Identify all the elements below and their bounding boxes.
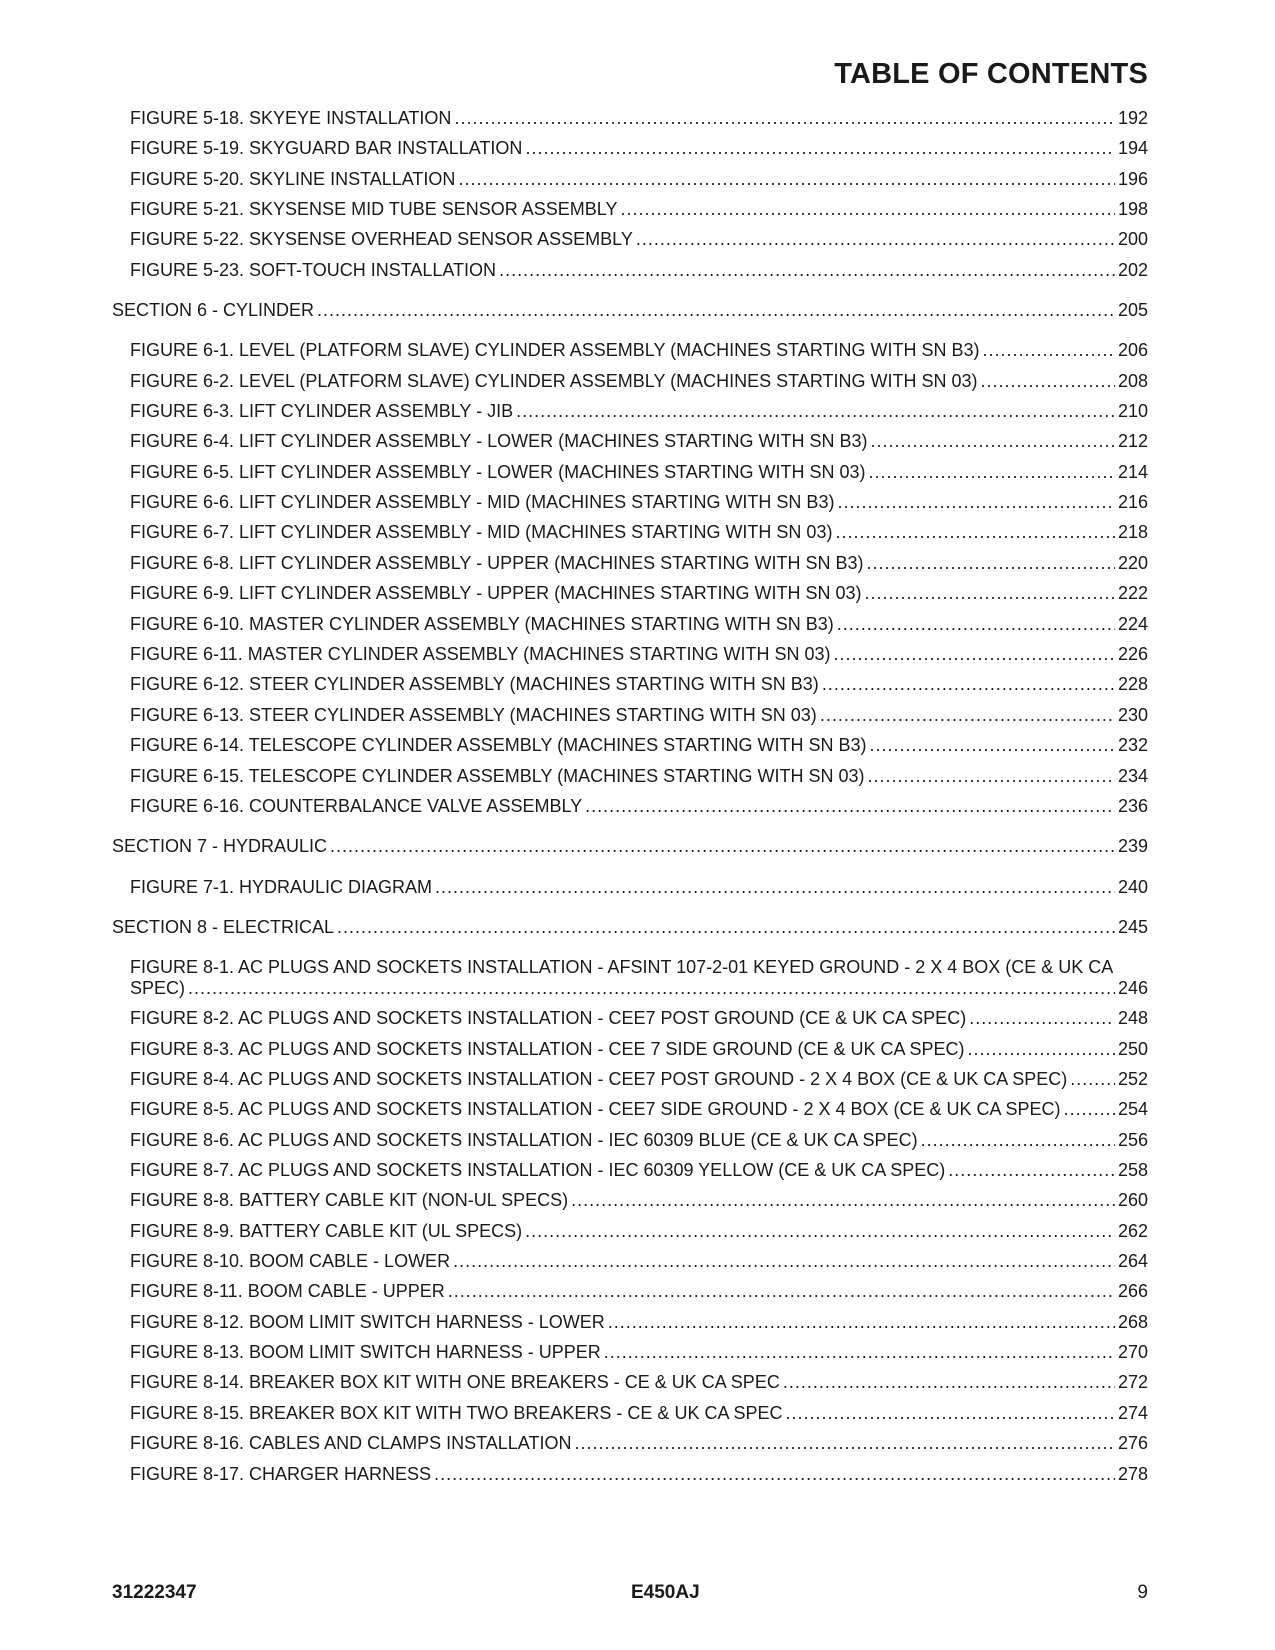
toc-entry-page-number: 224 [1117,614,1148,634]
toc-entry-label: FIGURE 8-10. BOOM CABLE - LOWER [130,1251,451,1271]
toc-entry-page-number: 196 [1117,169,1148,189]
toc-entry-page-number: 210 [1117,401,1148,421]
toc-entry-line [130,1008,1148,1029]
dot-leader [188,978,1115,999]
toc-entry-line [130,877,1148,898]
page-title: TABLE OF CONTENTS [834,58,1148,90]
toc-entry-line [112,300,1148,321]
toc-entry-label: FIGURE 6-14. TELESCOPE CYLINDER ASSEMBLY (MACHINES STARTING WITH SN B3) [130,735,867,755]
toc-entry-label: FIGURE 8-1. AC PLUGS AND SOCKETS INSTALLATION - AFSINT 107-2-01 KEYED GROUND - 2 X 4 BOX (CE & UK CA [130,957,1114,977]
toc-figure-entry[interactable] [130,492,1148,513]
toc-section-entry[interactable] [112,300,1148,321]
toc-entry-page-number: 266 [1117,1281,1148,1301]
toc-entry-label: SECTION 7 - HYDRAULIC [112,836,328,856]
toc-figure-entry[interactable] [130,1372,1148,1393]
toc-entry-label: FIGURE 6-15. TELESCOPE CYLINDER ASSEMBLY (MACHINES STARTING WITH SN 03) [130,766,865,786]
toc-entry-page-number: 226 [1117,644,1148,664]
toc-entry-line [130,138,1148,159]
toc-entry-page-number: 220 [1117,553,1148,573]
toc-entry-page-number: 252 [1117,1069,1148,1089]
dot-leader [317,300,1115,321]
toc-entry-label: FIGURE 6-6. LIFT CYLINDER ASSEMBLY - MID (MACHINES STARTING WITH SN B3) [130,492,835,512]
toc-entry-label: FIGURE 6-10. MASTER CYLINDER ASSEMBLY (MACHINES STARTING WITH SN B3) [130,614,834,634]
toc-entry-page-number: 218 [1117,522,1148,542]
toc-entry-line [130,796,1148,817]
toc-entry-page-number: 240 [1117,877,1148,897]
toc-figure-entry[interactable] [130,1221,1148,1242]
dot-leader [525,138,1115,159]
dot-leader [434,1464,1115,1485]
toc-figure-entry[interactable] [130,1403,1148,1424]
toc-entry-page-number: 232 [1117,735,1148,755]
toc-figure-entry[interactable] [130,462,1148,483]
dot-leader [969,1008,1115,1029]
toc-entry-line [130,169,1148,190]
dot-leader [837,614,1115,635]
toc-figure-entry[interactable] [130,1464,1148,1485]
toc-figure-entry[interactable] [130,340,1148,361]
dot-leader [968,1039,1115,1060]
toc-entry-line [130,522,1148,543]
dot-leader [921,1130,1115,1151]
toc-entry-label: FIGURE 8-12. BOOM LIMIT SWITCH HARNESS - LOWER [130,1312,605,1332]
toc-entry-page-number: 268 [1117,1312,1148,1332]
dot-leader [454,108,1115,129]
toc-entry-page-number: 239 [1117,836,1148,856]
toc-figure-entry[interactable] [130,957,1148,999]
dot-leader [453,1251,1115,1272]
toc-entry-label: FIGURE 8-3. AC PLUGS AND SOCKETS INSTALLATION - CEE 7 SIDE GROUND (CE & UK CA SPEC) [130,1039,965,1059]
toc-entry-line [130,371,1148,392]
dot-leader [636,229,1115,250]
toc-entry-label: FIGURE 6-3. LIFT CYLINDER ASSEMBLY - JIB [130,401,514,421]
toc-entry-line [112,836,1148,857]
toc-entry-line [130,1099,1148,1120]
toc-entry-page-number: 200 [1117,229,1148,249]
dot-leader [571,1190,1115,1211]
toc-figure-entry[interactable] [130,1160,1148,1181]
toc-figure-entry[interactable] [130,553,1148,574]
toc-entry-line [130,766,1148,787]
toc-figure-entry[interactable] [130,169,1148,190]
dot-leader [435,877,1115,898]
toc-figure-entry[interactable] [130,583,1148,604]
toc-entry-page-number: 222 [1117,583,1148,603]
toc-entry-label: FIGURE 6-7. LIFT CYLINDER ASSEMBLY - MID (MACHINES STARTING WITH SN 03) [130,522,833,542]
toc-entry-label: FIGURE 5-20. SKYLINE INSTALLATION [130,169,456,189]
toc-entry-label: FIGURE 6-12. STEER CYLINDER ASSEMBLY (MACHINES STARTING WITH SN B3) [130,674,819,694]
toc-entry-page-number: 216 [1117,492,1148,512]
toc-entry-page-number: 205 [1117,300,1148,320]
toc-entry-label: FIGURE 6-5. LIFT CYLINDER ASSEMBLY - LOWER (MACHINES STARTING WITH SN 03) [130,462,866,482]
toc-figure-entry[interactable] [130,1130,1148,1151]
dot-leader [516,401,1115,422]
toc-figure-entry[interactable] [130,877,1148,898]
toc-entry-page-number: 254 [1117,1099,1148,1119]
footer-page-number: 9 [1137,1582,1148,1603]
toc-entry-line [130,1433,1148,1454]
toc-figure-entry[interactable] [130,522,1148,543]
toc-entry-label: FIGURE 8-8. BATTERY CABLE KIT (NON-UL SPECS) [130,1190,569,1210]
dot-leader [499,260,1115,281]
toc-figure-entry[interactable] [130,260,1148,281]
toc-figure-entry[interactable] [130,614,1148,635]
toc-figure-entry[interactable] [130,1251,1148,1272]
toc-figure-entry[interactable] [130,1008,1148,1029]
toc-entry-label: FIGURE 5-22. SKYSENSE OVERHEAD SENSOR ASSEMBLY [130,229,633,249]
toc-entry-label: FIGURE 6-16. COUNTERBALANCE VALVE ASSEMBLY [130,796,583,816]
dot-leader [785,1403,1114,1424]
toc-entry-line [130,401,1148,422]
toc-entry-page-number: 228 [1117,674,1148,694]
toc-entry-label: SECTION 6 - CYLINDER [112,300,315,320]
toc-entry-line [130,1251,1148,1272]
toc-entry-label: FIGURE 8-5. AC PLUGS AND SOCKETS INSTALLATION - CEE7 SIDE GROUND - 2 X 4 BOX (CE & UK CA SPEC) [130,1099,1061,1119]
toc-entry-line [130,340,1148,361]
toc-entry-line [112,917,1148,938]
toc-entry-page-number: 214 [1117,462,1148,482]
dot-leader [604,1342,1115,1363]
dot-leader [1070,1069,1115,1090]
toc-entry-page-number: 278 [1117,1464,1148,1484]
toc-entry-label: FIGURE 8-6. AC PLUGS AND SOCKETS INSTALLATION - IEC 60309 BLUE (CE & UK CA SPEC) [130,1130,918,1150]
toc-entry-label: FIGURE 6-2. LEVEL (PLATFORM SLAVE) CYLINDER ASSEMBLY (MACHINES STARTING WITH SN 03) [130,371,978,391]
toc-entry-line [130,462,1148,483]
dot-leader [864,583,1114,604]
toc-entry-page-number: 272 [1117,1372,1148,1392]
toc-entry-line [130,583,1148,604]
toc-entry-line [130,108,1148,129]
dot-leader [833,644,1114,665]
toc-entry-label: FIGURE 8-7. AC PLUGS AND SOCKETS INSTALLATION - IEC 60309 YELLOW (CE & UK CA SPEC) [130,1160,946,1180]
toc-figure-entry[interactable] [130,674,1148,695]
dot-leader [820,705,1115,726]
toc-entry-page-number: 236 [1117,796,1148,816]
toc-entry-label: FIGURE 5-18. SKYEYE INSTALLATION [130,108,452,128]
dot-leader [983,340,1115,361]
toc-figure-entry[interactable] [130,1342,1148,1363]
toc-entry-label: FIGURE 5-23. SOFT-TOUCH INSTALLATION [130,260,497,280]
toc-entry-label: FIGURE 5-19. SKYGUARD BAR INSTALLATION [130,138,523,158]
dot-leader [981,371,1115,392]
toc-entry-page-number: 276 [1117,1433,1148,1453]
toc-entry-line [130,1464,1148,1485]
dot-leader [1064,1099,1115,1120]
toc-figure-entry[interactable] [130,1281,1148,1302]
toc-entry-page-number: 274 [1117,1403,1148,1423]
toc-figure-entry[interactable] [130,766,1148,787]
toc-entry-page-number: 194 [1117,138,1148,158]
dot-leader [835,522,1115,543]
toc-entry-label: FIGURE 6-13. STEER CYLINDER ASSEMBLY (MACHINES STARTING WITH SN 03) [130,705,817,725]
toc-figure-entry[interactable] [130,229,1148,250]
toc-figure-entry[interactable] [130,735,1148,756]
footer-model: E450AJ [631,1582,700,1603]
toc-entry-label: FIGURE 8-15. BREAKER BOX KIT WITH TWO BREAKERS - CE & UK CA SPEC [130,1403,783,1423]
toc-entry-label: FIGURE 8-9. BATTERY CABLE KIT (UL SPECS) [130,1221,523,1241]
toc-entry-page-number: 234 [1117,766,1148,786]
toc-entry-line [130,492,1148,513]
dot-leader [870,431,1114,452]
toc-entry-page-number: 262 [1117,1221,1148,1241]
toc-figure-entry[interactable] [130,1190,1148,1211]
dot-leader [585,796,1115,817]
toc-entry-line [130,1403,1148,1424]
toc-entry-page-number: 192 [1117,108,1148,128]
dot-leader [337,917,1115,938]
toc-entry-page-number: 246 [1117,978,1148,998]
toc-entry-page-number: 212 [1117,431,1148,451]
dot-leader [870,735,1115,756]
toc-figure-entry[interactable] [130,796,1148,817]
toc-entry-label: FIGURE 7-1. HYDRAULIC DIAGRAM [130,877,433,897]
toc-entry-page-number: 198 [1117,199,1148,219]
toc-entry-line [130,260,1148,281]
toc-entry-line [130,229,1148,250]
dot-leader [330,836,1115,857]
toc-entry-page-number: 256 [1117,1130,1148,1150]
toc-entry-label: FIGURE 8-14. BREAKER BOX KIT WITH ONE BREAKERS - CE & UK CA SPEC [130,1372,780,1392]
dot-leader [783,1372,1115,1393]
toc-figure-entry[interactable] [130,644,1148,665]
toc-entry-label: FIGURE 6-9. LIFT CYLINDER ASSEMBLY - UPPER (MACHINES STARTING WITH SN 03) [130,583,862,603]
toc-entry-line [130,1130,1148,1151]
toc-section-entry[interactable] [112,836,1148,857]
dot-leader [458,169,1115,190]
toc-entry-label: FIGURE 8-13. BOOM LIMIT SWITCH HARNESS - UPPER [130,1342,601,1362]
toc-entry-label: FIGURE 8-2. AC PLUGS AND SOCKETS INSTALLATION - CEE7 POST GROUND (CE & UK CA SPEC) [130,1008,967,1028]
dot-leader [525,1221,1115,1242]
toc-figure-entry[interactable] [130,705,1148,726]
toc-entry-page-number: 208 [1117,371,1148,391]
toc-figure-entry[interactable] [130,138,1148,159]
toc-entry-page-number: 264 [1117,1251,1148,1271]
footer-doc-number: 31222347 [112,1582,197,1603]
toc-entry-line [130,705,1148,726]
toc-entry-line [130,1160,1148,1181]
toc-entry-line [130,1190,1148,1211]
toc-figure-entry[interactable] [130,431,1148,452]
dot-leader [868,462,1114,483]
toc-entry-page-number: 248 [1117,1008,1148,1028]
toc-entry-line [130,1069,1148,1090]
dot-leader [608,1312,1115,1333]
toc-figure-entry[interactable] [130,1433,1148,1454]
toc-entry-label: SECTION 8 - ELECTRICAL [112,917,335,937]
toc-entry-label: FIGURE 6-1. LEVEL (PLATFORM SLAVE) CYLINDER ASSEMBLY (MACHINES STARTING WITH SN B3) [130,340,980,360]
dot-leader [837,492,1115,513]
toc-entry-label: FIGURE 8-4. AC PLUGS AND SOCKETS INSTALLATION - CEE7 POST GROUND - 2 X 4 BOX (CE & UK CA SPEC) [130,1069,1068,1089]
dot-leader [868,766,1115,787]
toc-entry-label: FIGURE 6-8. LIFT CYLINDER ASSEMBLY - UPPER (MACHINES STARTING WITH SN B3) [130,553,864,573]
toc-entry-line [130,199,1148,220]
toc-entry-page-number: 250 [1117,1039,1148,1059]
toc-entry-line [130,644,1148,665]
toc-entry-line [130,1281,1148,1302]
toc-entry-line [130,553,1148,574]
toc-entry-page-number: 245 [1117,917,1148,937]
toc-entry-line [130,1039,1148,1060]
toc-entry-line [130,735,1148,756]
toc-entry-label: FIGURE 5-21. SKYSENSE MID TUBE SENSOR ASSEMBLY [130,199,618,219]
toc-entry-line [130,1221,1148,1242]
toc-figure-entry[interactable] [130,1312,1148,1333]
toc-entry-page-number: 202 [1117,260,1148,280]
dot-leader [866,553,1114,574]
toc-entry-label: FIGURE 8-11. BOOM CABLE - UPPER [130,1281,445,1301]
toc-entry-label: FIGURE 8-16. CABLES AND CLAMPS INSTALLATION [130,1433,572,1453]
dot-leader [948,1160,1115,1181]
toc-figure-entry[interactable] [130,199,1148,220]
toc-entry-label: FIGURE 6-4. LIFT CYLINDER ASSEMBLY - LOWER (MACHINES STARTING WITH SN B3) [130,431,868,451]
dot-leader [620,199,1114,220]
toc-figure-entry[interactable] [130,371,1148,392]
toc-section-entry[interactable] [112,917,1148,938]
toc-entry-label: FIGURE 8-17. CHARGER HARNESS [130,1464,432,1484]
toc-entry-page-number: 270 [1117,1342,1148,1362]
toc-entry-line [130,1342,1148,1363]
toc-entry-line [130,978,1148,999]
toc-figure-entry[interactable] [130,401,1148,422]
toc-figure-entry[interactable] [130,1099,1148,1120]
toc-entry-page-number: 230 [1117,705,1148,725]
toc-entry-page-number: 260 [1117,1190,1148,1210]
toc-entry-line [130,431,1148,452]
dot-leader [448,1281,1115,1302]
toc-entry-line [130,1312,1148,1333]
toc-entry-page-number: 258 [1117,1160,1148,1180]
dot-leader [574,1433,1114,1454]
toc-entry-line [130,674,1148,695]
toc-entry-label: FIGURE 6-11. MASTER CYLINDER ASSEMBLY (MACHINES STARTING WITH SN 03) [130,644,831,664]
toc-figure-entry[interactable] [130,108,1148,129]
dot-leader [822,674,1115,695]
toc-entry-line [130,614,1148,635]
toc-figure-entry[interactable] [130,1039,1148,1060]
toc-entry-label-continued: SPEC) [130,978,186,998]
toc-entry-page-number: 206 [1117,340,1148,360]
toc-entry-line [130,1372,1148,1393]
toc-figure-entry[interactable] [130,1069,1148,1090]
